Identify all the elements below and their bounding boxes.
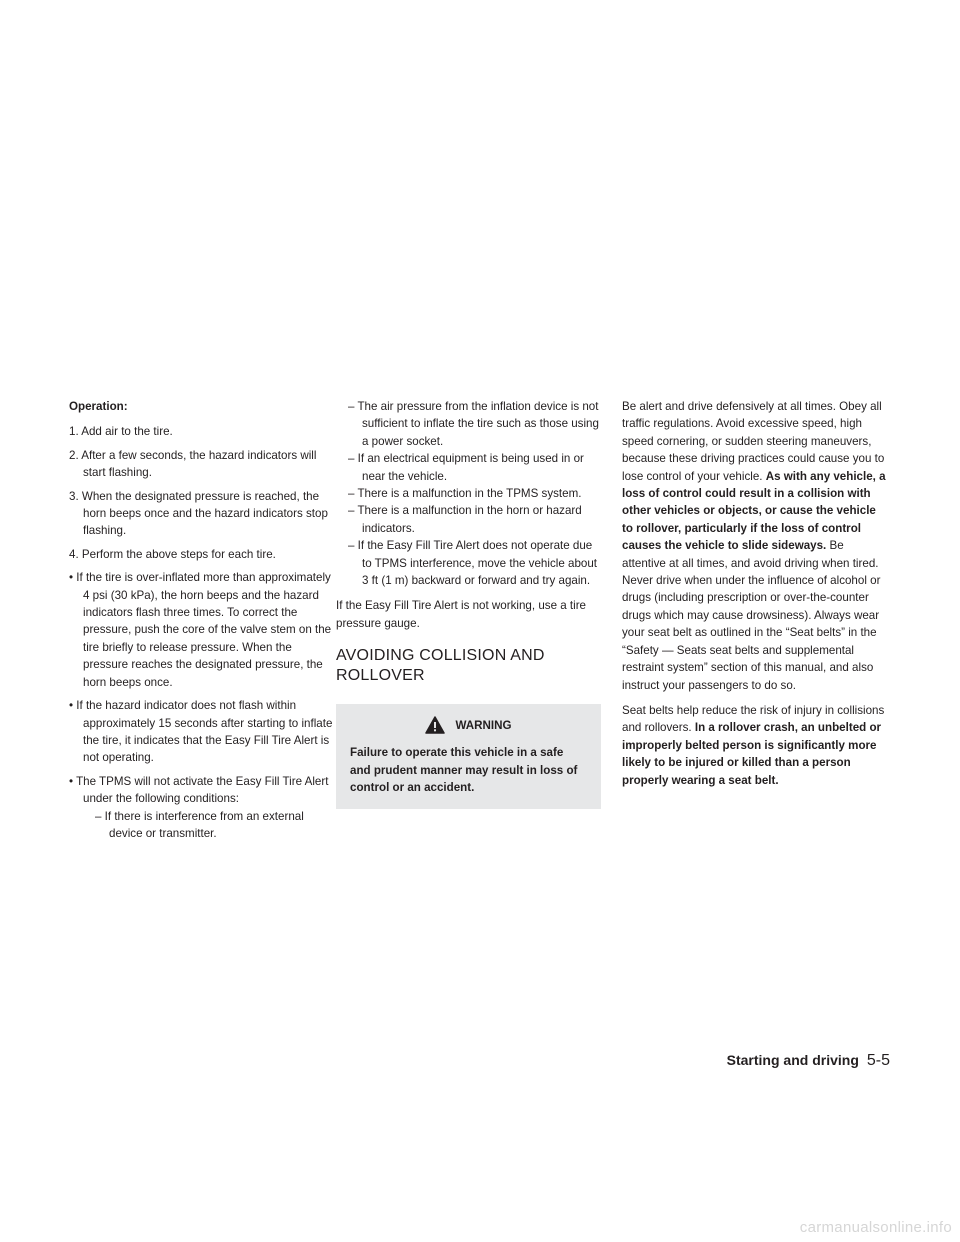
paragraph-2-bold: In a rollover crash, an unbelted or improperly belted person is significantly more likely to be injured or killed than a person properly wearing a seat belt. — [622, 721, 882, 787]
bullet-tpms-conditions: • The TPMS will not activate the Easy Fill Tire Alert under the following conditions: — [69, 774, 329, 806]
condition-interference: – If there is interference from an external device or transmitter. — [95, 809, 304, 840]
right-column — [622, 398, 887, 797]
step-2: 2. After a few seconds, the hazard indicators will start flashing. — [69, 448, 317, 480]
gauge-note: If the Easy Fill Tire Alert is not working, use a tire pressure gauge. — [336, 599, 587, 630]
step-4: 4. Perform the above steps for each tire. — [69, 547, 276, 561]
paragraph-2-start: Seat belts help reduce the risk of injury in collisions and rollovers. — [622, 703, 885, 735]
condition-list — [336, 398, 601, 589]
condition-electrical: – If an electrical equipment is being used in or near the vehicle. — [348, 452, 584, 483]
condition-tpms-malfunction: – There is a malfunction in the TPMS system. — [348, 487, 582, 501]
condition-horn-malfunction: – There is a malfunction in the horn or hazard indicators. — [348, 504, 582, 535]
warning-header — [350, 716, 587, 734]
step-3: 3. When the designated pressure is reached, the horn beeps once and the hazard indicators stop flashing. — [69, 489, 328, 538]
paragraph-seat-belts — [622, 702, 887, 789]
warning-box — [336, 704, 601, 808]
condition-tpms-interference: – If the Easy Fill Tire Alert does not operate due to TPMS interference, move the vehicle about 3 ft (1 m) backward or forward and try again. — [348, 539, 598, 588]
step-1: 1. Add air to the tire. — [69, 425, 173, 439]
watermark: carmanualsonline.info — [799, 1219, 952, 1236]
warning-text: Failure to operate this vehicle in a safe and prudent manner may result in loss of control or an accident. — [350, 746, 578, 795]
bullet-over-inflated: • If the tire is over-inflated more than approximately 4 psi (30 kPa), the horn beeps and the hazard indicators flash three times. To correct the pressure, push the core of the valve stem on the tire briefly to release pressure. When the pressure reaches the designated pressure, the horn beeps once. — [69, 571, 332, 689]
paragraph-1-bold: As with any vehicle, a loss of control could result in a collision with other vehicles or objects, or cause the vehicle to rollover, particularly if the loss of control causes the vehicle to slide sideways. — [622, 469, 886, 553]
page-number: 5-5 — [866, 1052, 890, 1069]
paragraph-1-start: Be alert and drive defensively at all times. Obey all traffic regulations. Avoid excessive speed, high speed cornering, or sudden steering maneuvers, because these driving practices could cause you to lose control of your vehicle. — [622, 400, 885, 483]
warning-title: WARNING — [455, 718, 512, 732]
section-title: AVOIDING COLLISION AND ROLLOVER — [336, 647, 545, 685]
middle-column — [336, 398, 601, 809]
paragraph-1-end: Be attentive at all times, and avoid driving when tired. Never drive when under the influence of alcohol or drugs (including prescription or over-the-counter drugs which may cause drowsiness). Always wear your seat belt as outlined in the “Seat belts” in the “Safety — Seats seat belts and supplemental restraint system” section of this manual, and also instruct your passengers to do so. — [622, 539, 881, 692]
left-column — [69, 398, 334, 842]
condition-air-pressure: – The air pressure from the inflation device is not sufficient to inflate the tire such as those using a power socket. — [348, 400, 599, 448]
page-footer — [727, 1052, 890, 1070]
warning-triangle-icon — [425, 716, 445, 734]
footer-section-title: Starting and driving — [726, 1052, 859, 1068]
paragraph-drive-defensively — [622, 398, 887, 694]
bullet-hazard-no-flash: • If the hazard indicator does not flash within approximately 15 seconds after starting to inflate the tire, it indicates that the Easy Fill Tire Alert is not operating. — [69, 699, 333, 765]
operation-heading: Operation: — [69, 400, 128, 413]
